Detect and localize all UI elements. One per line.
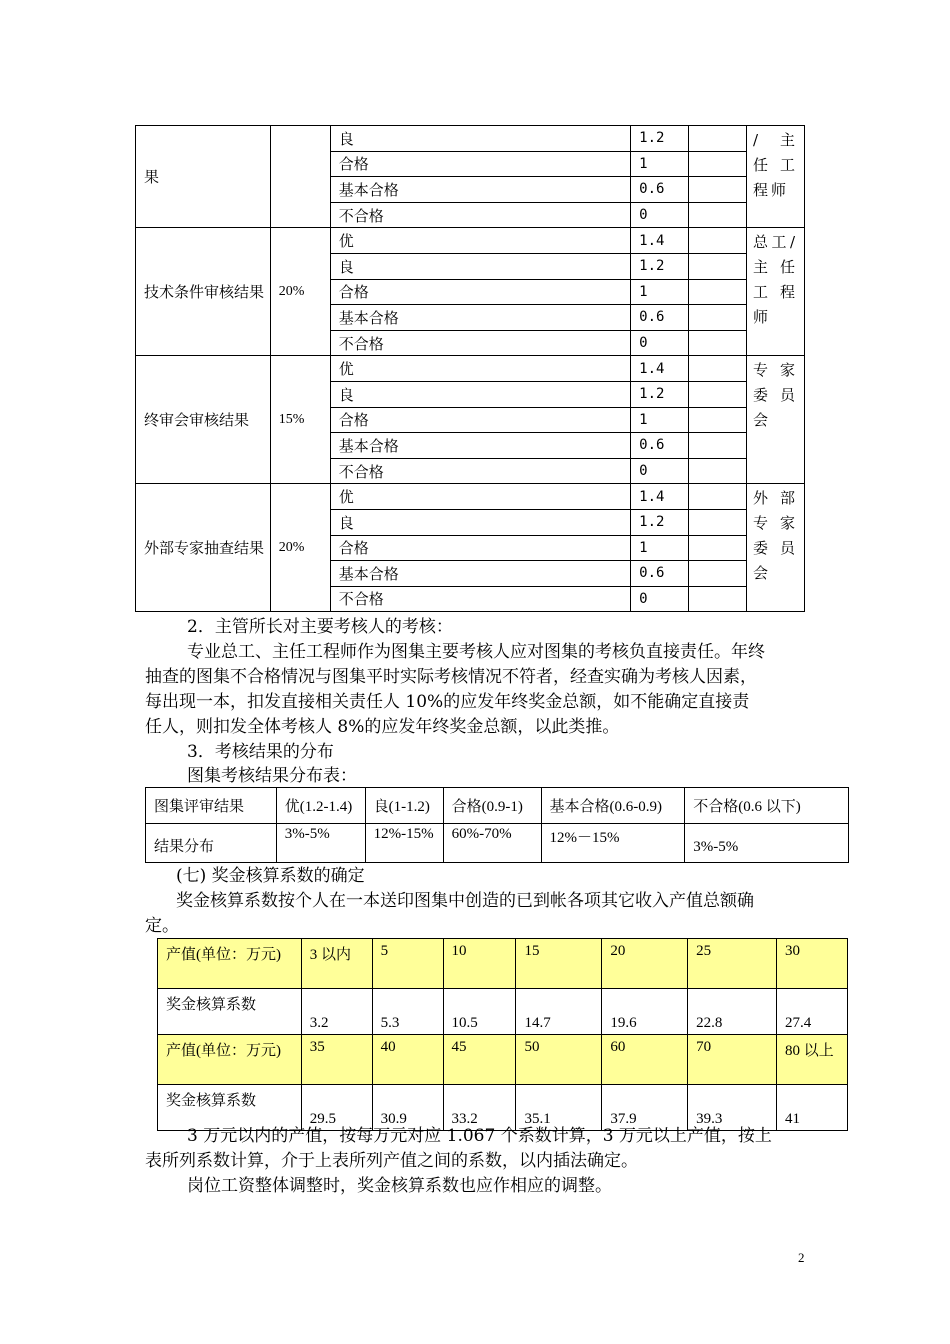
coefficient-cell: 37.9 bbox=[602, 1085, 688, 1131]
grade-level: 基本合格 bbox=[330, 177, 630, 203]
blank-cell bbox=[689, 484, 747, 510]
criterion-name: 外部专家抽查结果 bbox=[136, 484, 271, 612]
criterion-name: 果 bbox=[136, 126, 271, 228]
responsible-party: 外部专家委员会 bbox=[747, 484, 805, 612]
body-line: 抽查的图集不合格情况与图集平时实际考核情况不符者，经查实确为考核人因素， bbox=[145, 667, 757, 687]
coefficient-cell: 19.6 bbox=[602, 989, 688, 1035]
criterion-weight: 20% bbox=[270, 228, 330, 356]
grade-level: 合格 bbox=[330, 407, 630, 433]
blank-cell bbox=[689, 279, 747, 305]
criterion-name: 技术条件审核结果 bbox=[136, 228, 271, 356]
grade-score: 1 bbox=[631, 151, 689, 177]
output-cell: 80 以上 bbox=[777, 1035, 848, 1085]
responsible-party: 专家委员会 bbox=[747, 356, 805, 484]
criterion-weight: 20% bbox=[270, 484, 330, 612]
output-cell: 35 bbox=[301, 1035, 372, 1085]
assessment-row bbox=[136, 228, 805, 254]
grade-level: 不合格 bbox=[330, 458, 630, 484]
grade-score: 1 bbox=[631, 535, 689, 561]
grade-score: 0 bbox=[631, 586, 689, 612]
grade-level: 不合格 bbox=[330, 330, 630, 356]
grade-level: 不合格 bbox=[330, 202, 630, 228]
grade-score: 0.6 bbox=[631, 177, 689, 203]
grade-score: 0 bbox=[631, 458, 689, 484]
body-line: 奖金核算系数按个人在一本送印图集中创造的已到帐各项其它收入产值总额确 bbox=[176, 891, 754, 911]
grade-score: 0 bbox=[631, 202, 689, 228]
grade-level: 合格 bbox=[330, 279, 630, 305]
output-cell: 50 bbox=[516, 1035, 602, 1085]
coefficient-cell: 22.8 bbox=[688, 989, 777, 1035]
grade-level: 基本合格 bbox=[330, 433, 630, 459]
coefficient-cell: 35.1 bbox=[516, 1085, 602, 1131]
header-cell: 良(1-1.2) bbox=[365, 788, 443, 824]
grade-level: 优 bbox=[330, 228, 630, 254]
value-cell: 60%-70% bbox=[443, 824, 541, 863]
grade-score: 1.2 bbox=[631, 253, 689, 279]
body-line: 表所列系数计算，介于上表所列产值之间的系数，以内插法确定。 bbox=[145, 1151, 638, 1171]
assessment-row bbox=[136, 126, 805, 152]
section-7-body bbox=[145, 889, 835, 939]
grade-score: 1.4 bbox=[631, 228, 689, 254]
output-cell: 25 bbox=[688, 939, 777, 989]
closing-paragraph bbox=[145, 1124, 835, 1199]
grade-score: 1.4 bbox=[631, 484, 689, 510]
blank-cell bbox=[689, 535, 747, 561]
blank-cell bbox=[689, 330, 747, 356]
section-2-body bbox=[145, 640, 825, 740]
output-row bbox=[158, 939, 848, 989]
coefficient-cell: 14.7 bbox=[516, 989, 602, 1035]
grade-level: 良 bbox=[330, 381, 630, 407]
value-cell: 结果分布 bbox=[146, 824, 277, 863]
grade-level: 优 bbox=[330, 484, 630, 510]
coefficient-cell: 27.4 bbox=[777, 989, 848, 1035]
blank-cell bbox=[689, 458, 747, 484]
assessment-table bbox=[135, 125, 805, 612]
output-cell: 45 bbox=[443, 1035, 516, 1085]
blank-cell bbox=[689, 586, 747, 612]
output-cell: 40 bbox=[372, 1035, 443, 1085]
distribution-value-row bbox=[146, 824, 849, 863]
output-cell: 60 bbox=[602, 1035, 688, 1085]
row-label: 奖金核算系数 bbox=[158, 1085, 302, 1131]
coefficient-cell: 39.3 bbox=[688, 1085, 777, 1131]
blank-cell bbox=[689, 433, 747, 459]
body-line: 专业总工、主任工程师作为图集主要考核人应对图集的考核负直接责任。年终 bbox=[187, 642, 765, 662]
row-label: 产值(单位：万元) bbox=[158, 939, 302, 989]
header-cell: 基本合格(0.6-0.9) bbox=[541, 788, 685, 824]
grade-level: 基本合格 bbox=[330, 561, 630, 587]
distribution-table bbox=[145, 787, 849, 863]
output-cell: 15 bbox=[516, 939, 602, 989]
header-cell: 优(1.2-1.4) bbox=[276, 788, 365, 824]
body-line: 每出现一本，扣发直接相关责任人 10%的应发年终奖金总额，如不能确定直接责 bbox=[145, 692, 750, 712]
coefficient-row bbox=[158, 989, 848, 1035]
grade-score: 1.2 bbox=[631, 381, 689, 407]
row-label: 产值(单位：万元) bbox=[158, 1035, 302, 1085]
blank-cell bbox=[689, 151, 747, 177]
blank-cell bbox=[689, 305, 747, 331]
section-2-heading: 2．主管所长对主要考核人的考核： bbox=[187, 617, 453, 637]
body-line: 岗位工资整体调整时，奖金核算系数也应作相应的调整。 bbox=[187, 1176, 612, 1196]
coefficient-cell: 3.2 bbox=[301, 989, 372, 1035]
grade-level: 良 bbox=[330, 509, 630, 535]
value-cell: 12%-15% bbox=[365, 824, 443, 863]
header-cell: 不合格(0.6 以下) bbox=[685, 788, 849, 824]
grade-level: 良 bbox=[330, 253, 630, 279]
responsible-party: / 主任工程师 bbox=[747, 126, 805, 228]
blank-cell bbox=[689, 407, 747, 433]
body-line: 定。 bbox=[145, 916, 179, 936]
blank-cell bbox=[689, 356, 747, 382]
output-cell: 30 bbox=[777, 939, 848, 989]
criterion-weight bbox=[270, 126, 330, 228]
grade-score: 0 bbox=[631, 330, 689, 356]
value-cell: 3%-5% bbox=[276, 824, 365, 863]
coefficient-cell: 10.5 bbox=[443, 989, 516, 1035]
grade-score: 0.6 bbox=[631, 561, 689, 587]
output-cell: 3 以内 bbox=[301, 939, 372, 989]
header-cell: 图集评审结果 bbox=[146, 788, 277, 824]
section-7-heading: (七) 奖金核算系数的确定 bbox=[176, 866, 365, 886]
blank-cell bbox=[689, 561, 747, 587]
blank-cell bbox=[689, 202, 747, 228]
page-number: 2 bbox=[798, 1250, 805, 1265]
body-line: 任人，则扣发全体考核人 8%的应发年终奖金总额，以此类推。 bbox=[145, 717, 620, 737]
header-cell: 合格(0.9-1) bbox=[443, 788, 541, 824]
coefficient-cell: 30.9 bbox=[372, 1085, 443, 1131]
grade-score: 1.2 bbox=[631, 509, 689, 535]
grade-level: 基本合格 bbox=[330, 305, 630, 331]
grade-level: 优 bbox=[330, 356, 630, 382]
coefficient-table bbox=[157, 938, 848, 1131]
assessment-row bbox=[136, 484, 805, 510]
output-cell: 5 bbox=[372, 939, 443, 989]
grade-level: 合格 bbox=[330, 151, 630, 177]
blank-cell bbox=[689, 126, 747, 152]
output-cell: 10 bbox=[443, 939, 516, 989]
grade-score: 1.2 bbox=[631, 126, 689, 152]
distribution-header-row bbox=[146, 788, 849, 824]
output-cell: 20 bbox=[602, 939, 688, 989]
blank-cell bbox=[689, 177, 747, 203]
output-row bbox=[158, 1035, 848, 1085]
coefficient-cell: 29.5 bbox=[301, 1085, 372, 1131]
body-line: 3 万元以内的产值，按每万元对应 1.067 个系数计算，3 万元以上产值，按上 bbox=[187, 1126, 772, 1146]
coefficient-cell: 33.2 bbox=[443, 1085, 516, 1131]
criterion-weight: 15% bbox=[270, 356, 330, 484]
grade-score: 1.4 bbox=[631, 356, 689, 382]
responsible-party: 总工/主任工程师 bbox=[747, 228, 805, 356]
coefficient-cell: 41 bbox=[777, 1085, 848, 1131]
section-3-heading: 3．考核结果的分布 bbox=[187, 742, 334, 762]
value-cell: 12%－15% bbox=[541, 824, 685, 863]
assessment-row bbox=[136, 356, 805, 382]
blank-cell bbox=[689, 381, 747, 407]
blank-cell bbox=[689, 228, 747, 254]
grade-level: 合格 bbox=[330, 535, 630, 561]
row-label: 奖金核算系数 bbox=[158, 989, 302, 1035]
coefficient-cell: 5.3 bbox=[372, 989, 443, 1035]
value-cell: 3%-5% bbox=[685, 824, 849, 863]
grade-level: 不合格 bbox=[330, 586, 630, 612]
criterion-name: 终审会审核结果 bbox=[136, 356, 271, 484]
blank-cell bbox=[689, 509, 747, 535]
grade-score: 0.6 bbox=[631, 305, 689, 331]
output-cell: 70 bbox=[688, 1035, 777, 1085]
grade-score: 1 bbox=[631, 407, 689, 433]
grade-score: 1 bbox=[631, 279, 689, 305]
grade-level: 良 bbox=[330, 126, 630, 152]
blank-cell bbox=[689, 253, 747, 279]
grade-score: 0.6 bbox=[631, 433, 689, 459]
distribution-table-caption: 图集考核结果分布表： bbox=[187, 766, 357, 786]
